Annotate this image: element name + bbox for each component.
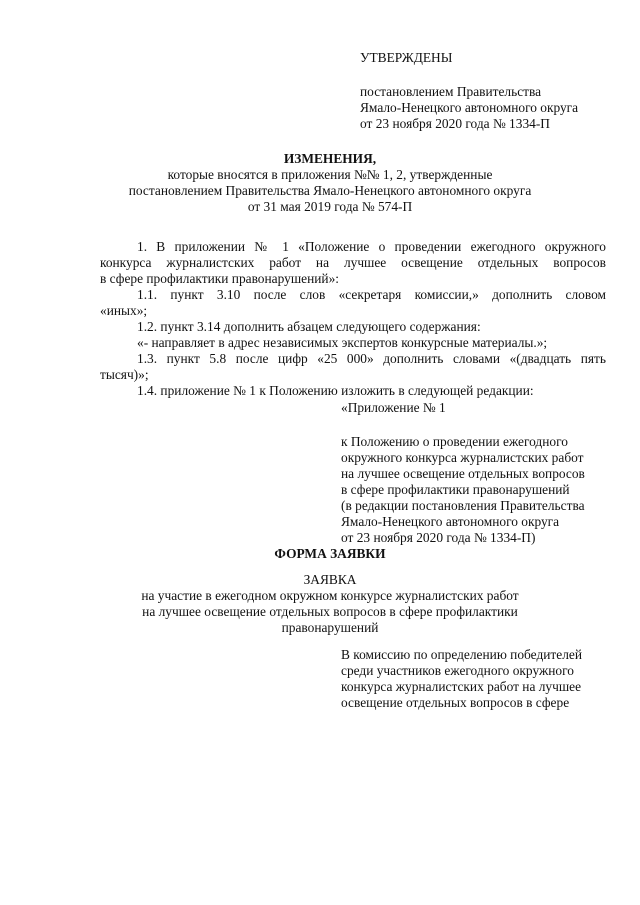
annex-line: от 23 ноября 2020 года № 1334-П) xyxy=(341,530,536,545)
annex-line: в сфере профилактики правонарушений xyxy=(341,482,570,497)
paragraph-1-4: 1.4. приложение № 1 к Положению изложить в следующей редакции: xyxy=(137,383,534,398)
annex-line: на лучшее освещение отдельных вопросов xyxy=(341,466,585,481)
approval-title: УТВЕРЖДЕНЫ xyxy=(360,50,453,65)
changes-subtitle-line: которые вносятся в приложения №№ 1, 2, утвержденные xyxy=(167,167,493,182)
paragraph-1-line: в сфере профилактики правонарушений»: xyxy=(100,271,339,286)
paragraph-1-3-line: 1.3. пункт 5.8 после цифр «25 000» дополнить словами «(двадцать пять xyxy=(137,351,606,366)
annex-line: окружного конкурса журналистских работ xyxy=(341,450,584,465)
paragraph-1-1-line: «иных»; xyxy=(100,303,148,318)
addressee-line: В комиссию по определению победителей xyxy=(341,647,583,662)
paragraph-1-3-line: тысяч)»; xyxy=(100,367,149,382)
form-title: ФОРМА ЗАЯВКИ xyxy=(274,546,386,561)
form-subtitle: ЗАЯВКА xyxy=(303,572,357,587)
annex-line: к Положению о проведении ежегодного xyxy=(341,434,568,449)
paragraph-1-2: 1.2. пункт 3.14 дополнить абзацем следующего содержания: xyxy=(137,319,481,334)
paragraph-1-2-quote: «- направляет в адрес независимых экспертов конкурсные материалы.»; xyxy=(137,335,548,350)
approval-line: Ямало-Ненецкого автономного округа xyxy=(360,100,579,115)
approval-line: от 23 ноября 2020 года № 1334-П xyxy=(360,116,550,131)
changes-subtitle-line: от 31 мая 2019 года № 574-П xyxy=(247,199,413,214)
form-description-line: правонарушений xyxy=(281,620,379,635)
changes-title: ИЗМЕНЕНИЯ, xyxy=(283,151,377,166)
changes-subtitle-line: постановлением Правительства Ямало-Ненецкого автономного округа xyxy=(128,183,532,198)
annex-title: «Приложение № 1 xyxy=(341,400,446,415)
paragraph-1-1-line: 1.1. пункт 3.10 после слов «секретаря комиссии,» дополнить словом xyxy=(137,287,606,302)
approval-line: постановлением Правительства xyxy=(360,84,542,99)
paragraph-1-line: 1. В приложении № 1 «Положение о проведении ежегодного окружного xyxy=(137,239,606,254)
addressee-line: конкурса журналистских работ на лучшее xyxy=(341,679,582,694)
annex-line: (в редакции постановления Правительства xyxy=(341,498,585,513)
paragraph-1-line: конкурса журналистских работ на лучшее освещение отдельных вопросов xyxy=(100,255,606,270)
annex-line: Ямало-Ненецкого автономного округа xyxy=(341,514,560,529)
form-description-line: на лучшее освещение отдельных вопросов в сфере профилактики xyxy=(142,604,518,619)
form-description-line: на участие в ежегодном окружном конкурсе журналистских работ xyxy=(141,588,519,603)
addressee-line: освещение отдельных вопросов в сфере xyxy=(341,695,570,710)
addressee-line: среди участников ежегодного окружного xyxy=(341,663,574,678)
